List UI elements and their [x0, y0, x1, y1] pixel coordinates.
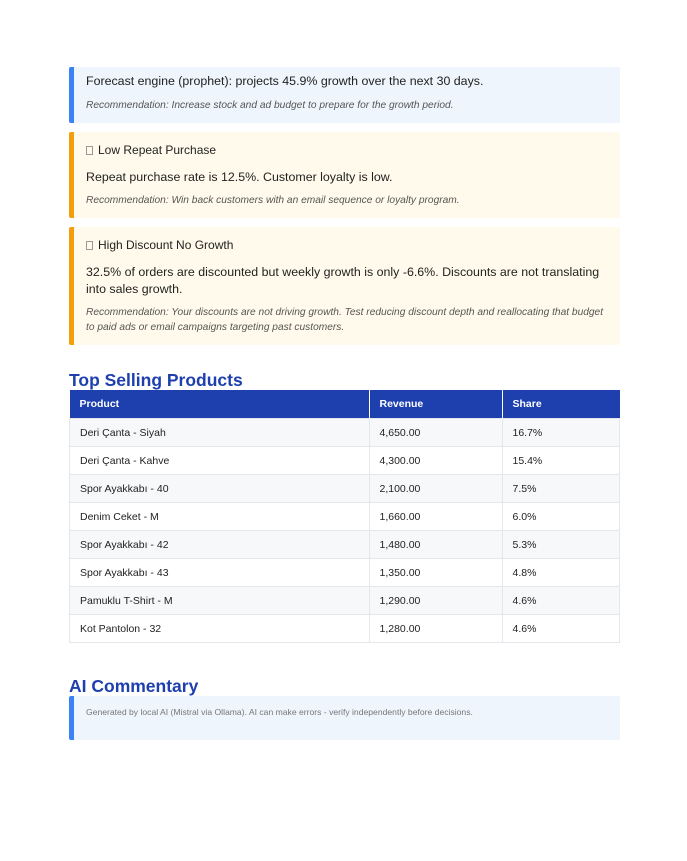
insight-title — [86, 238, 608, 252]
insight-message: 32.5% of orders are discounted but weekly growth is only -6.6%. Discounts are not translating into sales growth. — [86, 265, 600, 296]
revenue-cell: 2,100.00 — [369, 475, 502, 503]
insight-title-text: Low Repeat Purchase — [98, 143, 217, 157]
share-cell: 5.3% — [502, 531, 620, 559]
table-row — [70, 559, 620, 587]
product-name-cell: Spor Ayakkabı - 43 — [70, 559, 370, 587]
product-name-cell: Deri Çanta - Kahve — [70, 447, 370, 475]
insight-recommendation: Recommendation: Increase stock and ad budget to prepare for the growth period. — [86, 100, 454, 111]
table-row — [70, 475, 620, 503]
revenue-cell: 1,480.00 — [369, 531, 502, 559]
product-name-cell: Denim Ceket - M — [70, 503, 370, 531]
product-name-cell: Kot Pantolon - 32 — [70, 615, 370, 643]
product-name-cell: Deri Çanta - Siyah — [70, 419, 370, 447]
table-row — [70, 447, 620, 475]
ai-disclaimer-note — [69, 696, 620, 740]
revenue-cell: 4,300.00 — [369, 447, 502, 475]
insight-low-repeat-purchase — [69, 132, 620, 218]
insight-high-discount — [69, 227, 620, 345]
warning-icon — [86, 146, 93, 155]
insight-message: Repeat purchase rate is 12.5%. Customer loyalty is low. — [86, 170, 393, 184]
insight-title — [86, 143, 608, 157]
revenue-cell: 1,290.00 — [369, 587, 502, 615]
report-page — [69, 67, 620, 740]
column-header-revenue: Revenue — [369, 390, 502, 419]
column-header-product: Product — [70, 390, 370, 419]
column-header-share: Share — [502, 390, 620, 419]
insight-recommendation: Recommendation: Win back customers with an email sequence or loyalty program. — [86, 195, 460, 206]
product-name-cell: Spor Ayakkabı - 42 — [70, 531, 370, 559]
top-products-table — [69, 390, 620, 643]
product-name-cell: Spor Ayakkabı - 40 — [70, 475, 370, 503]
revenue-cell: 1,660.00 — [369, 503, 502, 531]
share-cell: 15.4% — [502, 447, 620, 475]
product-name-cell: Pamuklu T-Shirt - M — [70, 587, 370, 615]
table-row — [70, 531, 620, 559]
insight-recommendation: Recommendation: Your discounts are not driving growth. Test reducing discount depth and reallocating that budget to paid ads or email campaigns targeting past customers. — [86, 307, 604, 333]
revenue-cell: 4,650.00 — [369, 419, 502, 447]
table-header-row — [70, 390, 620, 419]
share-cell: 16.7% — [502, 419, 620, 447]
ai-disclaimer-text: Generated by local AI (Mistral via Ollama). AI can make errors - verify independently before decisions. — [86, 707, 473, 717]
share-cell: 4.8% — [502, 559, 620, 587]
table-row — [70, 615, 620, 643]
share-cell: 4.6% — [502, 587, 620, 615]
share-cell: 7.5% — [502, 475, 620, 503]
share-cell: 4.6% — [502, 615, 620, 643]
insight-message: Forecast engine (prophet): projects 45.9% growth over the next 30 days. — [86, 74, 484, 88]
table-row — [70, 503, 620, 531]
warning-icon — [86, 241, 93, 250]
insight-title-text: High Discount No Growth — [98, 238, 234, 252]
share-cell: 6.0% — [502, 503, 620, 531]
revenue-cell: 1,280.00 — [369, 615, 502, 643]
table-row — [70, 419, 620, 447]
table-row — [70, 587, 620, 615]
insight-forecast — [69, 67, 620, 123]
section-heading-ai-commentary: AI Commentary — [69, 676, 199, 696]
revenue-cell: 1,350.00 — [369, 559, 502, 587]
section-heading-top-products: Top Selling Products — [69, 370, 243, 390]
